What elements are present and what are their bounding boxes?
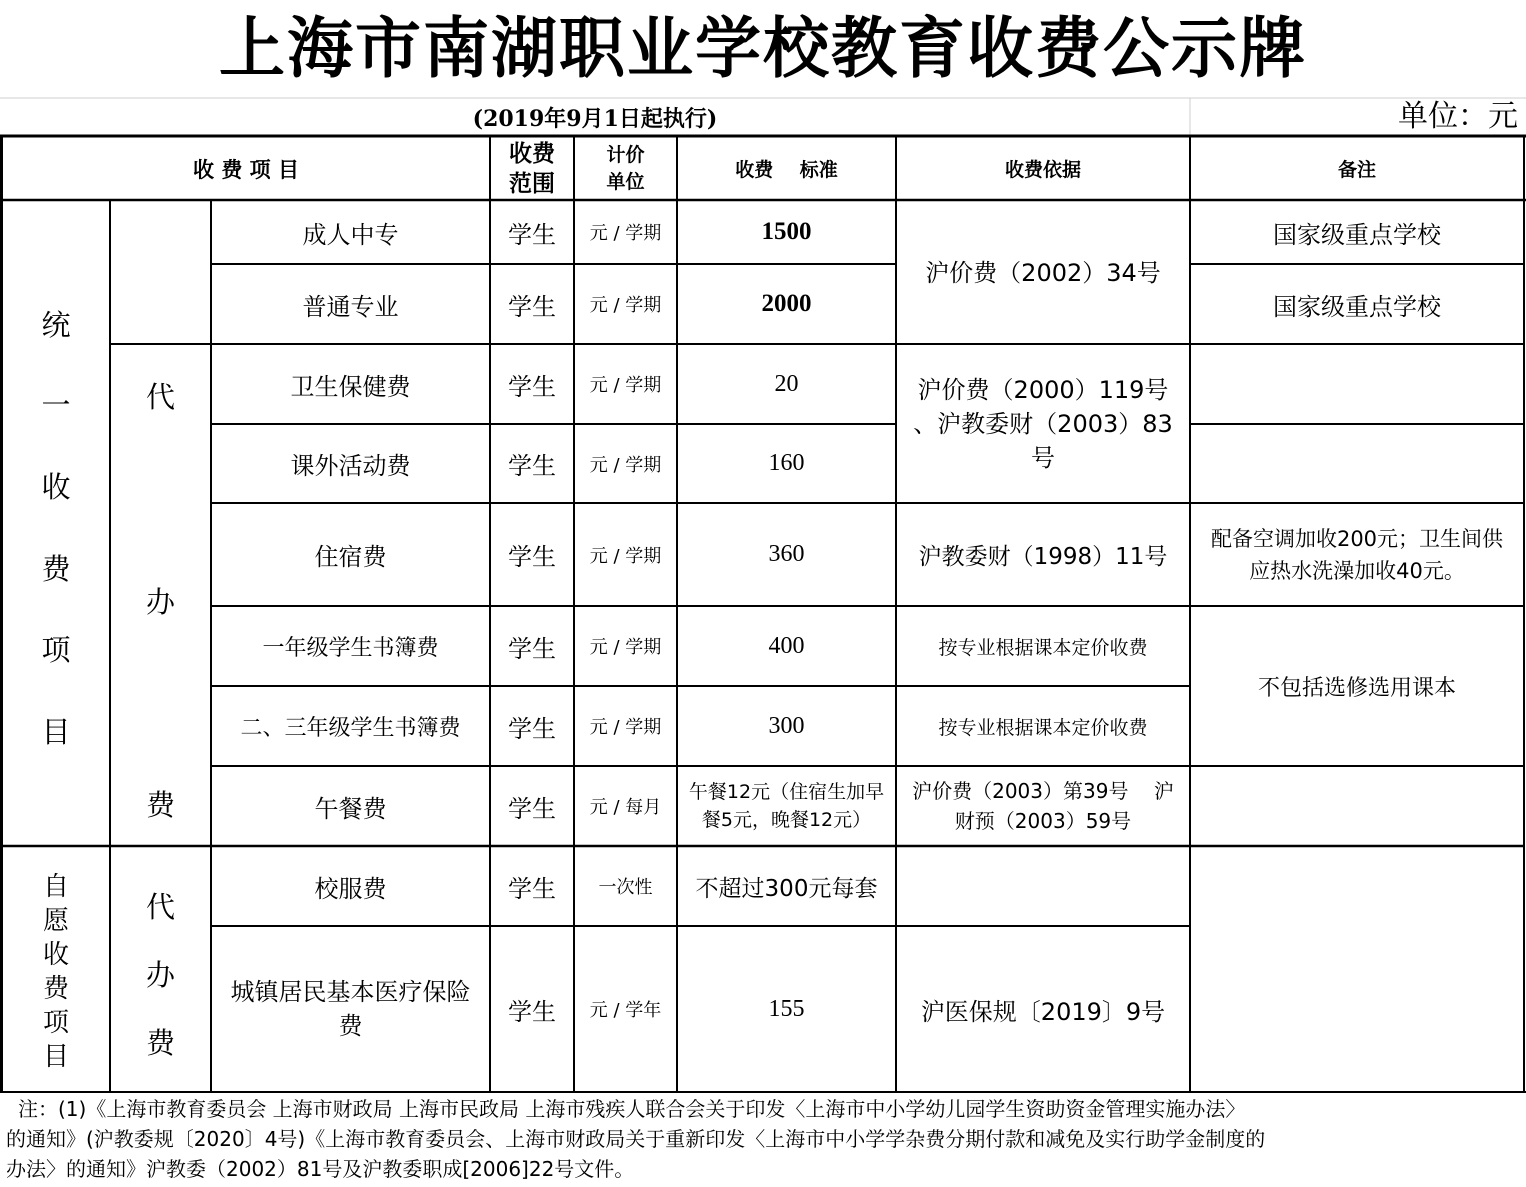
- header-unit-line1: 计价: [606, 143, 645, 166]
- fee-item-remark-line1: 配备空调加收200元；卫生间供: [1210, 526, 1504, 551]
- fee-basis-health-line1: 沪价费（2000）119号: [917, 375, 1169, 404]
- page-title: 上海市南湖职业学校教育收费公示牌: [219, 10, 1307, 87]
- fee-item-scope: 学生: [508, 372, 556, 401]
- fee-item-remark: 国家级重点学校: [1273, 292, 1441, 321]
- fee-item-name: 课外活动费: [290, 452, 411, 480]
- fee-item-unit: 元 / 学期: [589, 545, 662, 567]
- effective-date: (2019年9月1日起执行): [472, 106, 718, 132]
- fee-item-name: 一年级学生书簿费: [262, 635, 439, 661]
- fee-item-name: 卫生保健费: [290, 372, 411, 401]
- header-scope-line2: 范围: [509, 170, 555, 197]
- fee-item-basis-line1: 沪价费（2003）第39号 沪: [912, 779, 1174, 803]
- fee-item-name: 成人中专: [302, 220, 399, 249]
- group-voluntary-daiban: 代 办 费: [145, 890, 175, 1060]
- fee-item-unit: 元 / 学期: [589, 454, 662, 476]
- fee-item-standard: 160: [768, 450, 805, 476]
- header-item: 收 费 项 目: [193, 157, 299, 182]
- fee-item-unit: 元 / 学期: [589, 637, 662, 658]
- fee-item-basis: 沪医保规〔2019〕9号: [920, 997, 1166, 1026]
- fee-item-basis-line2: 财预（2003）59号: [954, 809, 1132, 833]
- header-basis: 收费依据: [1004, 159, 1081, 181]
- fee-item-standard: 不超过300元每套: [695, 875, 878, 902]
- header-unit: [574, 137, 677, 200]
- footnote-line3: 办法〉的通知》沪教委（2002）81号及沪教委职成[2006]22号文件。: [6, 1157, 635, 1181]
- fee-item-standard: 1500: [761, 218, 812, 245]
- currency-unit: 单位：元: [1398, 99, 1518, 134]
- fee-item-standard-line1: 午餐12元（住宿生加早: [688, 781, 885, 803]
- fee-item-basis: 按专业根据课本定价收费: [938, 636, 1148, 659]
- fee-item-scope: 学生: [508, 874, 556, 903]
- fee-item-remark-line2: 应热水洗澡加收40元。: [1249, 558, 1465, 583]
- fee-item-standard: 300: [768, 712, 805, 739]
- fee-item-scope: 学生: [508, 292, 556, 321]
- fee-item-basis: [896, 766, 1190, 846]
- fee-item-unit: 元 / 学年: [589, 1000, 662, 1021]
- fee-item-scope: 学生: [508, 714, 556, 743]
- header-unit-line2: 单位: [606, 170, 645, 193]
- fee-basis-health: [896, 344, 1190, 503]
- fee-basis-health-line3: 号: [1031, 443, 1055, 472]
- fee-basis-tuition: 沪价费（2002）34号: [925, 258, 1161, 287]
- fee-item-name: 午餐费: [314, 794, 387, 823]
- fee-item-standard: 400: [768, 632, 805, 659]
- footnote: [6, 1094, 1520, 1184]
- fee-item-scope: 学生: [508, 794, 556, 823]
- fee-item-name: 二、三年级学生书簿费: [240, 715, 461, 741]
- group-unified: 统 一 收 费 项 目: [41, 308, 71, 749]
- fee-item-unit: 元 / 每月: [589, 797, 662, 818]
- fee-item-scope: 学生: [508, 543, 556, 571]
- fee-item-remark: 国家级重点学校: [1273, 220, 1441, 249]
- fee-item-remark: [1190, 503, 1524, 606]
- fee-item-name-line2: 费: [338, 1012, 363, 1040]
- fee-item-standard: 360: [768, 541, 805, 567]
- fee-item-name: 校服费: [314, 874, 387, 903]
- fee-item-unit: 元 / 学期: [589, 295, 662, 316]
- header-scope: [490, 137, 574, 200]
- group-voluntary: 自 愿 收 费 项 目: [42, 872, 69, 1072]
- fee-item-scope: 学生: [508, 220, 556, 249]
- fee-item-scope: 学生: [508, 634, 556, 663]
- fee-item-name: 普通专业: [302, 292, 399, 321]
- fee-item-standard: 155: [768, 995, 805, 1022]
- footnote-line2: 的通知》(沪教委规〔2020〕4号)《上海市教育委员会、上海市财政局关于重新印发〈上海市中小学学杂费分期付款和减免及实行助学金制度的: [6, 1127, 1266, 1151]
- fee-item-unit: 元 / 学期: [589, 223, 662, 244]
- fee-item-basis: 沪教委财（1998）11号: [918, 544, 1168, 570]
- fee-item-name: [211, 926, 490, 1092]
- fee-item-unit: 元 / 学期: [589, 717, 662, 738]
- header-standard: 收费 标准: [735, 159, 838, 181]
- fee-item-unit: 元 / 学期: [589, 375, 662, 396]
- fee-item-scope: 学生: [508, 452, 556, 480]
- fee-item-scope: 学生: [508, 997, 556, 1026]
- fee-item-unit: 一次性: [598, 877, 653, 898]
- fee-item-basis: 按专业根据课本定价收费: [938, 716, 1148, 739]
- group-daiban: 代 办 费: [145, 380, 175, 822]
- fee-item-name: 住宿费: [314, 543, 387, 571]
- fee-item-standard-line2: 餐5元，晚餐12元）: [701, 809, 872, 831]
- fee-item-name-line1: 城镇居民基本医疗保险: [230, 978, 471, 1006]
- fee-item-standard: 20: [774, 370, 799, 397]
- fee-item-standard: [677, 766, 896, 846]
- header-remarks: 备注: [1337, 159, 1376, 181]
- header-scope-line1: 收费: [509, 140, 555, 167]
- fee-remark-books: 不包括选修选用课本: [1257, 675, 1456, 701]
- fee-item-standard: 2000: [761, 290, 812, 317]
- footnote-line1: 注：(1)《上海市教育委员会 上海市财政局 上海市民政局 上海市残疾人联合会关于印发〈上海市中小学幼儿园学生资助资金管理实施办法〉: [18, 1097, 1246, 1121]
- fee-basis-health-line2: 、沪教委财（2003）83: [913, 409, 1173, 438]
